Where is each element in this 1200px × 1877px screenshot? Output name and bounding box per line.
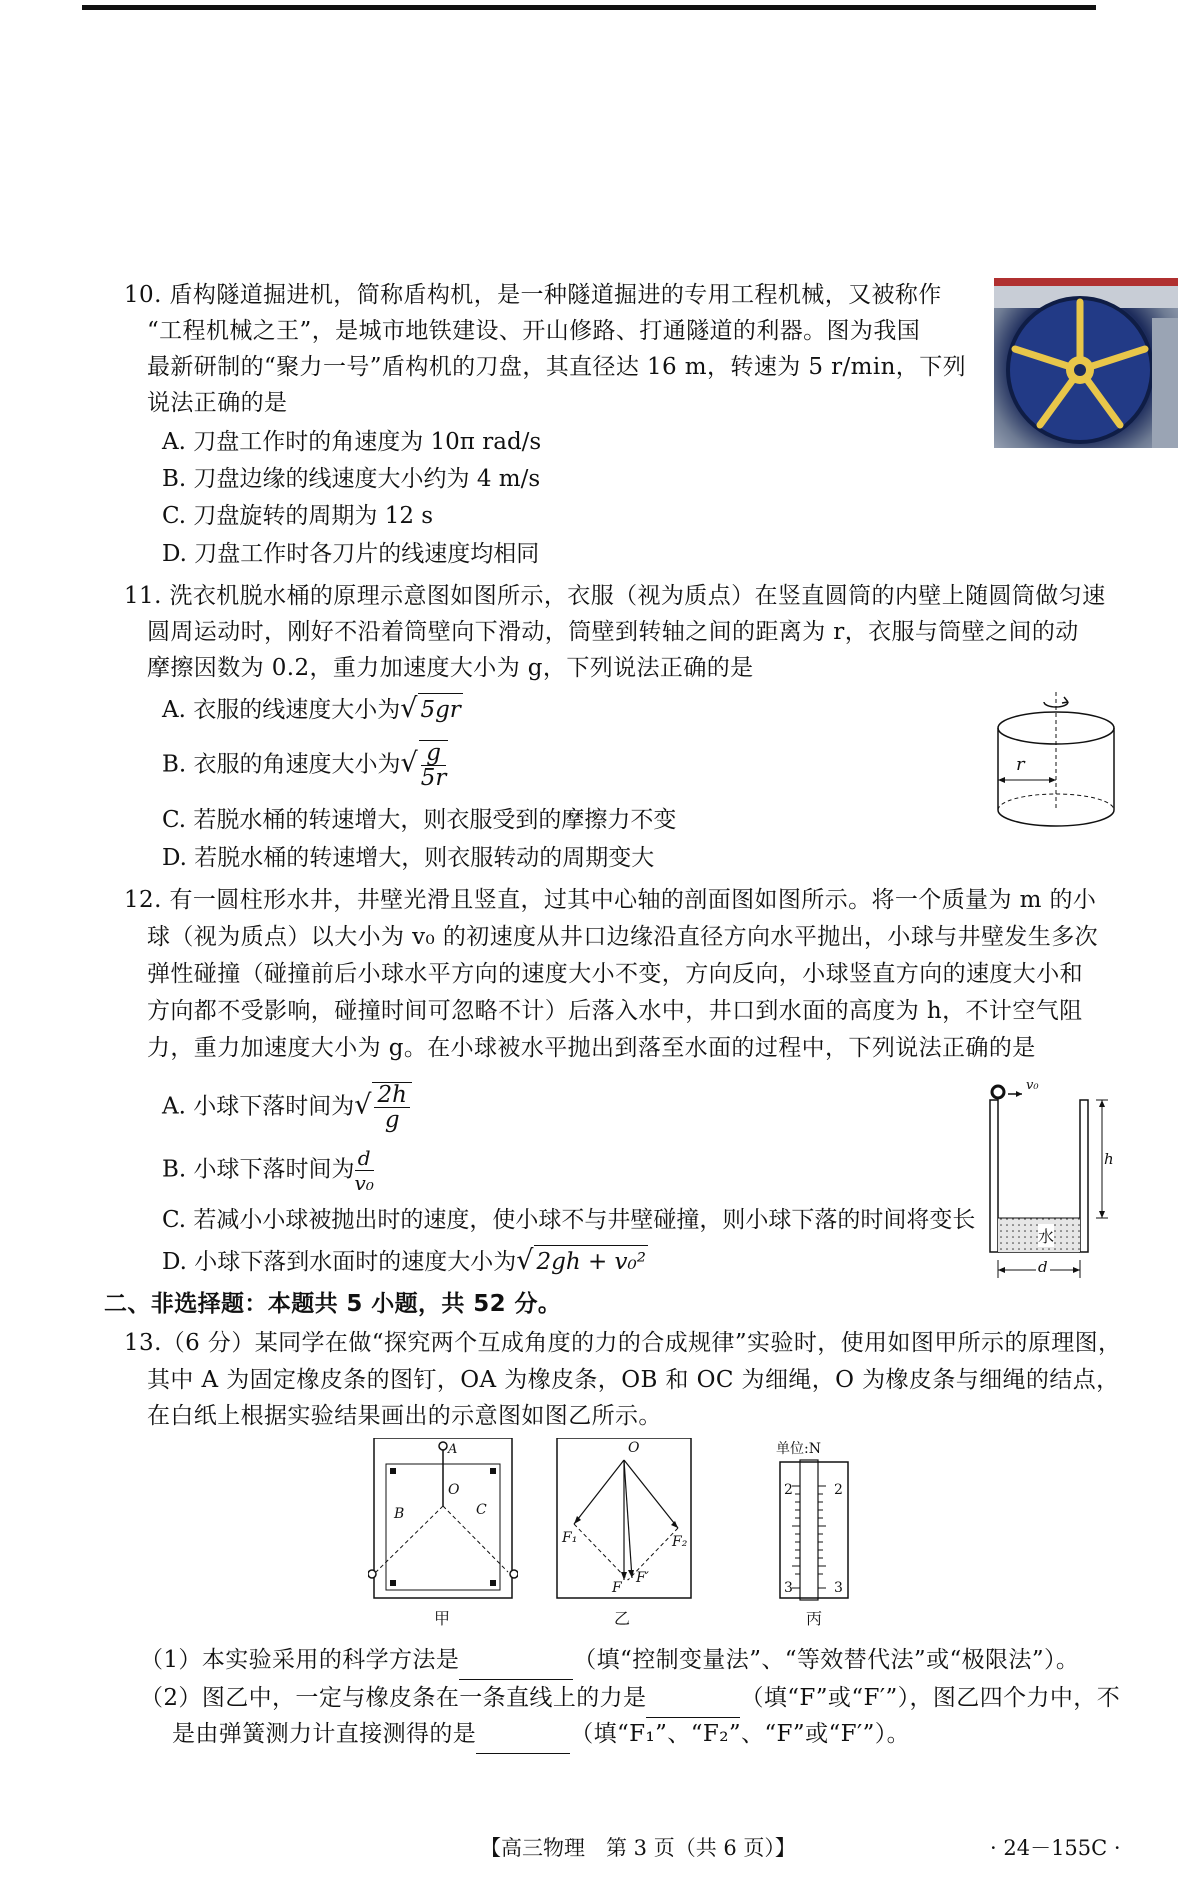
yi-label-fprime: F′ <box>636 1570 649 1586</box>
q13-line-3: 在白纸上根据实验结果画出的示意图如图乙所示。 <box>147 1403 662 1429</box>
q13-sub1-text-a: （1）本实验采用的科学方法是 <box>140 1647 460 1673</box>
jia-label-b: B <box>394 1506 405 1522</box>
q11-option-b-prefix: B. 衣服的角速度大小为 <box>162 751 401 778</box>
jia-label-a: A <box>448 1442 458 1457</box>
fraction-numerator: d <box>355 1146 374 1171</box>
q11-option-a <box>162 693 463 726</box>
section-2-heading: 二、非选择题：本题共 5 小题，共 52 分。 <box>104 1291 562 1317</box>
bing-tick-3-left: 3 <box>784 1580 793 1596</box>
q10-line-1: 10. 盾构隧道掘进机，简称盾构机，是一种隧道掘进的专用工程机械，又被称作 <box>124 282 942 308</box>
top-rule <box>82 5 1096 10</box>
bing-tick-2-left: 2 <box>784 1482 793 1498</box>
q12-option-a-fraction <box>374 1083 409 1132</box>
page-footer-code: · 24－155C · <box>990 1836 1121 1860</box>
bing-unit-label: 单位:N <box>776 1441 821 1457</box>
well-d-label: d <box>1038 1258 1048 1276</box>
q12-option-b-fraction <box>355 1146 374 1195</box>
q12-option-d-prefix: D. 小球下落到水面时的速度大小为 <box>162 1249 517 1275</box>
jia-caption: 甲 <box>434 1609 451 1628</box>
yi-label-f: F <box>612 1580 622 1596</box>
q12-option-b <box>162 1146 374 1195</box>
q12-option-d-expr: 2gh + v₀² <box>534 1245 648 1278</box>
radical-sign: √ <box>354 1089 372 1121</box>
yi-label-f1: F₁ <box>562 1530 578 1546</box>
q13-sub2-answer-blank-2[interactable] <box>476 1716 570 1754</box>
q12-line-3: 弹性碰撞（碰撞前后小球水平方向的速度大小不变，方向反向，小球竖直方向的速度大小和 <box>147 961 1083 987</box>
fraction-denominator: v₀ <box>354 1171 374 1195</box>
yi-caption: 乙 <box>614 1609 631 1628</box>
q12-option-a-sqrt <box>372 1082 411 1132</box>
q12-option-b-prefix: B. 小球下落时间为 <box>162 1156 355 1183</box>
q10-option-c: C. 刀盘旋转的周期为 12 s <box>162 503 434 529</box>
q12-line-5: 力，重力加速度大小为 g。在小球被水平抛出到落至水面的过程中，下列说法正确的是 <box>147 1035 1036 1061</box>
jia-label-c: C <box>476 1502 487 1518</box>
radical-sign: √ <box>400 747 418 779</box>
q10-option-a: A. 刀盘工作时的角速度为 10π rad/s <box>162 429 542 455</box>
q13-sub2-text-c: 是由弹簧测力计直接测得的是 <box>172 1721 477 1747</box>
cutterhead-photo <box>994 278 1178 448</box>
q13-sub2-text-b: （填“F”或“F′”），图乙四个力中，不 <box>740 1685 1121 1711</box>
q11-option-d: D. 若脱水桶的转速增大，则衣服转动的周期变大 <box>162 845 655 871</box>
q13-sub1-answer-blank[interactable] <box>459 1642 573 1680</box>
well-h-label: h <box>1104 1150 1114 1168</box>
q11-line-3: 摩擦因数为 0.2，重力加速度大小为 g，下列说法正确的是 <box>147 655 754 681</box>
q12-line-1: 12. 有一圆柱形水井，井壁光滑且竖直，过其中心轴的剖面图如图所示。将一个质量为 m 的小 <box>124 887 1097 913</box>
figure-yi <box>556 1438 692 1628</box>
fraction-denominator: g <box>384 1107 400 1133</box>
well-v0-label: v₀ <box>1026 1078 1039 1093</box>
figure-jia <box>368 1438 518 1628</box>
q11-option-b-sqrt <box>419 740 449 790</box>
q11-option-b <box>162 740 448 790</box>
q10-option-b: B. 刀盘边缘的线速度大小约为 4 m/s <box>162 466 541 492</box>
q12-option-d <box>162 1245 648 1278</box>
figure-bing <box>770 1438 860 1628</box>
q11-option-b-fraction <box>421 741 447 790</box>
q13-line-1: 13.（6 分）某同学在做“探究两个互成角度的力的合成规律”实验时，使用如图甲所示的原理图， <box>124 1330 1122 1356</box>
q12-option-a-prefix: A. 小球下落时间为 <box>162 1093 355 1120</box>
bing-tick-2-right: 2 <box>834 1482 843 1498</box>
bing-caption: 丙 <box>806 1609 823 1628</box>
q10-line-3: 最新研制的“聚力一号”盾构机的刀盘，其直径达 16 m，转速为 5 r/min，下列 <box>147 354 966 380</box>
radical-sign: √ <box>516 1245 534 1276</box>
bing-tick-3-right: 3 <box>834 1580 843 1596</box>
q12-line-4: 方向都不受影响，碰撞时间可忽略不计）后落入水中，井口到水面的高度为 h，不计空气阻 <box>147 998 1083 1024</box>
q11-line-1: 11. 洗衣机脱水桶的原理示意图如图所示，衣服（视为质点）在竖直圆筒的内壁上随圆筒做匀速 <box>124 583 1106 609</box>
dryer-radius-label: r <box>1016 754 1025 775</box>
yi-label-f2: F₂ <box>672 1534 688 1550</box>
q12-option-c: C. 若减小小球被抛出时的速度，使小球不与井壁碰撞，则小球下落的时间将变长 <box>162 1207 976 1233</box>
q10-line-2: “工程机械之王”，是城市地铁建设、开山修路、打通隧道的利器。图为我国 <box>147 318 921 344</box>
q13-line-2: 其中 A 为固定橡皮条的图钉，OA 为橡皮条，OB 和 OC 为细绳，O 为橡皮条与细绳的结点， <box>147 1367 1120 1393</box>
q13-sub-2 <box>140 1680 1120 1718</box>
q10-option-d: D. 刀盘工作时各刀片的线速度均相同 <box>162 541 540 567</box>
q11-option-c: C. 若脱水桶的转速增大，则衣服受到的摩擦力不变 <box>162 807 677 833</box>
spin-dryer-diagram <box>996 690 1126 839</box>
q13-sub-2-continued <box>172 1716 910 1754</box>
q12-option-a <box>162 1082 412 1132</box>
well-diagram <box>986 1078 1116 1287</box>
fraction-numerator: g <box>421 741 447 766</box>
fraction-denominator: 5r <box>420 765 447 791</box>
q11-option-a-expr: 5gr <box>418 693 462 726</box>
well-water-label: 水 <box>1038 1224 1054 1247</box>
jia-label-o: O <box>448 1482 460 1498</box>
yi-label-o: O <box>628 1440 640 1456</box>
q13-sub2-answer-blank-1[interactable] <box>646 1680 740 1718</box>
fraction-numerator: 2h <box>374 1083 409 1108</box>
q13-sub2-text-a: （2）图乙中，一定与橡皮条在一条直线上的力是 <box>140 1685 647 1711</box>
radical-sign: √ <box>400 693 418 724</box>
q10-line-4: 说法正确的是 <box>147 390 288 416</box>
q11-line-2: 圆周运动时，刚好不沿着筒壁向下滑动，筒壁到转轴之间的距离为 r，衣服与筒壁之间的动 <box>147 619 1079 645</box>
q13-sub1-text-b: （填“控制变量法”、“等效替代法”或“极限法”）。 <box>573 1647 1080 1673</box>
q11-option-a-prefix: A. 衣服的线速度大小为 <box>162 697 401 723</box>
q13-sub-1 <box>140 1642 1079 1680</box>
page-footer-title: 【高三物理 第 3 页（共 6 页）】 <box>480 1836 796 1860</box>
q13-sub2-text-d: （填“F₁”、“F₂”、“F”或“F′”）。 <box>570 1721 911 1747</box>
q12-line-2: 球（视为质点）以大小为 v₀ 的初速度从井口边缘沿直径方向水平抛出，小球与井壁发生多次 <box>147 924 1099 950</box>
